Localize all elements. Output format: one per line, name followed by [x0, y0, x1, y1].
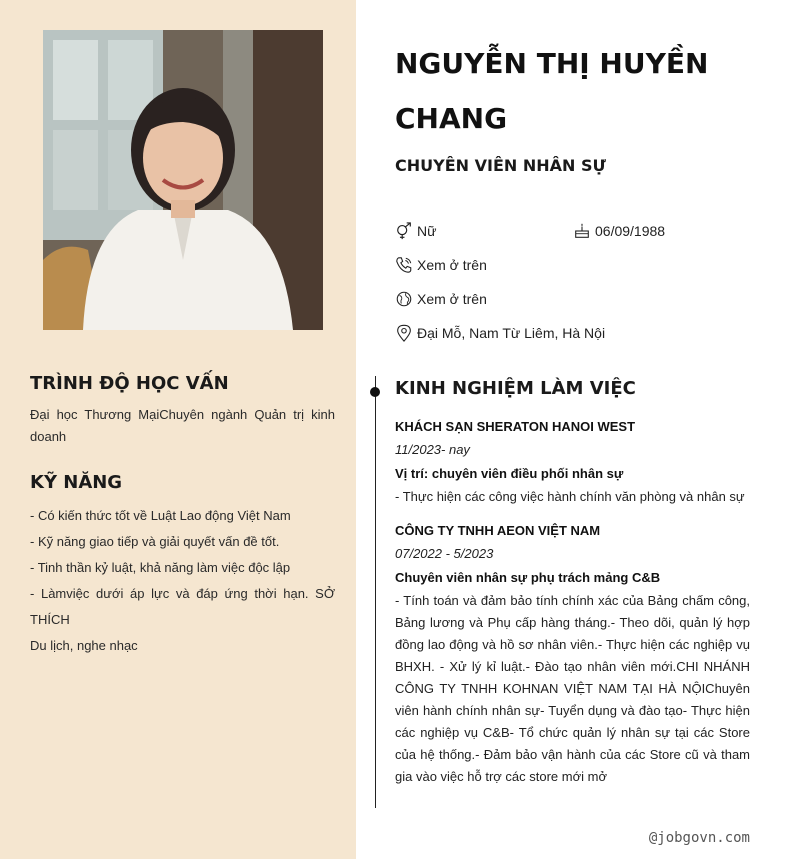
job-description: - Thực hiện các công việc hành chính văn phòng và nhân sự — [395, 489, 745, 504]
address-value: Đại Mỗ, Nam Từ Liêm, Hà Nội — [417, 325, 606, 341]
gender-value: Nữ — [417, 223, 437, 239]
timeline-line — [375, 376, 376, 808]
profile-photo — [43, 30, 323, 330]
skill-item: - Có kiến thức tốt về Luật Lao động Việt Nam — [30, 508, 291, 523]
phone-value: Xem ở trên — [417, 257, 487, 273]
job-title: CHUYÊN VIÊN NHÂN SỰ — [395, 156, 606, 175]
cake-icon — [573, 222, 591, 240]
hobbies-text: Du lịch, nghe nhạc — [30, 638, 138, 653]
education-text: Đại học Thương MạiChuyên ngành Quản trị kinh doanh — [30, 407, 335, 444]
job-company: KHÁCH SẠN SHERATON HANOI WEST — [395, 419, 636, 434]
location-pin-icon — [395, 324, 413, 342]
phone-info — [395, 256, 487, 274]
website-value: Xem ở trên — [417, 291, 487, 307]
job-role: Vị trí: chuyên viên điều phối nhân sự — [395, 466, 624, 481]
phone-icon — [395, 256, 413, 274]
website-info — [395, 290, 487, 308]
candidate-name: NGUYỄN THỊ HUYỀN CHANG — [395, 47, 709, 135]
gender-info — [395, 222, 436, 240]
education-heading: TRÌNH ĐỘ HỌC VẤN — [30, 373, 229, 394]
skill-item: - Tinh thần kỷ luật, khả năng làm việc độc lập — [30, 560, 291, 575]
birthdate-value: 06/09/1988 — [595, 223, 666, 239]
skill-item: - Làmviệc dưới áp lực và đáp ứng thời hạn. SỞ THÍCH — [30, 586, 335, 627]
watermark: @jobgovn.com — [648, 830, 750, 846]
job-period: 11/2023- nay — [395, 442, 470, 457]
timeline-dot — [370, 387, 380, 397]
job-period: 07/2022 - 5/2023 — [395, 546, 494, 561]
job-company: CÔNG TY TNHH AEON VIỆT NAM — [395, 523, 601, 538]
skills-heading: KỸ NĂNG — [30, 472, 123, 493]
address-info — [395, 324, 605, 342]
birthdate-info — [573, 222, 665, 240]
job-description: - Tính toán và đảm bảo tính chính xác của Bảng chấm công, Bảng lương và Phụ cấp hàng tháng.- Theo dõi, quản lý hợp đồng lao động và hồ sơ nhân viên.- Thực hiện các nghiệp vụ BHXH. - Xử lý kỉ luật.- Đào tạo nhân viên mới.CHI NHÁNH CÔNG TY TNHH KOHNAN VIỆT NAM TẠI HÀ NỘIChuyên viên hành chính nhân sự- Tuyển dụng và đào tạo- Thực hiện các nghiệp vụ C&B- Tổ chức quản lý nhân sự tại các Store của hệ thống.- Đảm bảo vận hành của các Store cũ và tham gia vào việc hỗ trợ các store mới mở — [395, 593, 750, 784]
skill-item: - Kỹ năng giao tiếp và giải quyết vấn đề tốt. — [30, 534, 280, 549]
globe-icon — [395, 290, 413, 308]
job-role: Chuyên viên nhân sự phụ trách mảng C&B — [395, 570, 661, 585]
experience-heading: KINH NGHIỆM LÀM VIỆC — [395, 378, 636, 399]
gender-icon — [395, 222, 413, 240]
